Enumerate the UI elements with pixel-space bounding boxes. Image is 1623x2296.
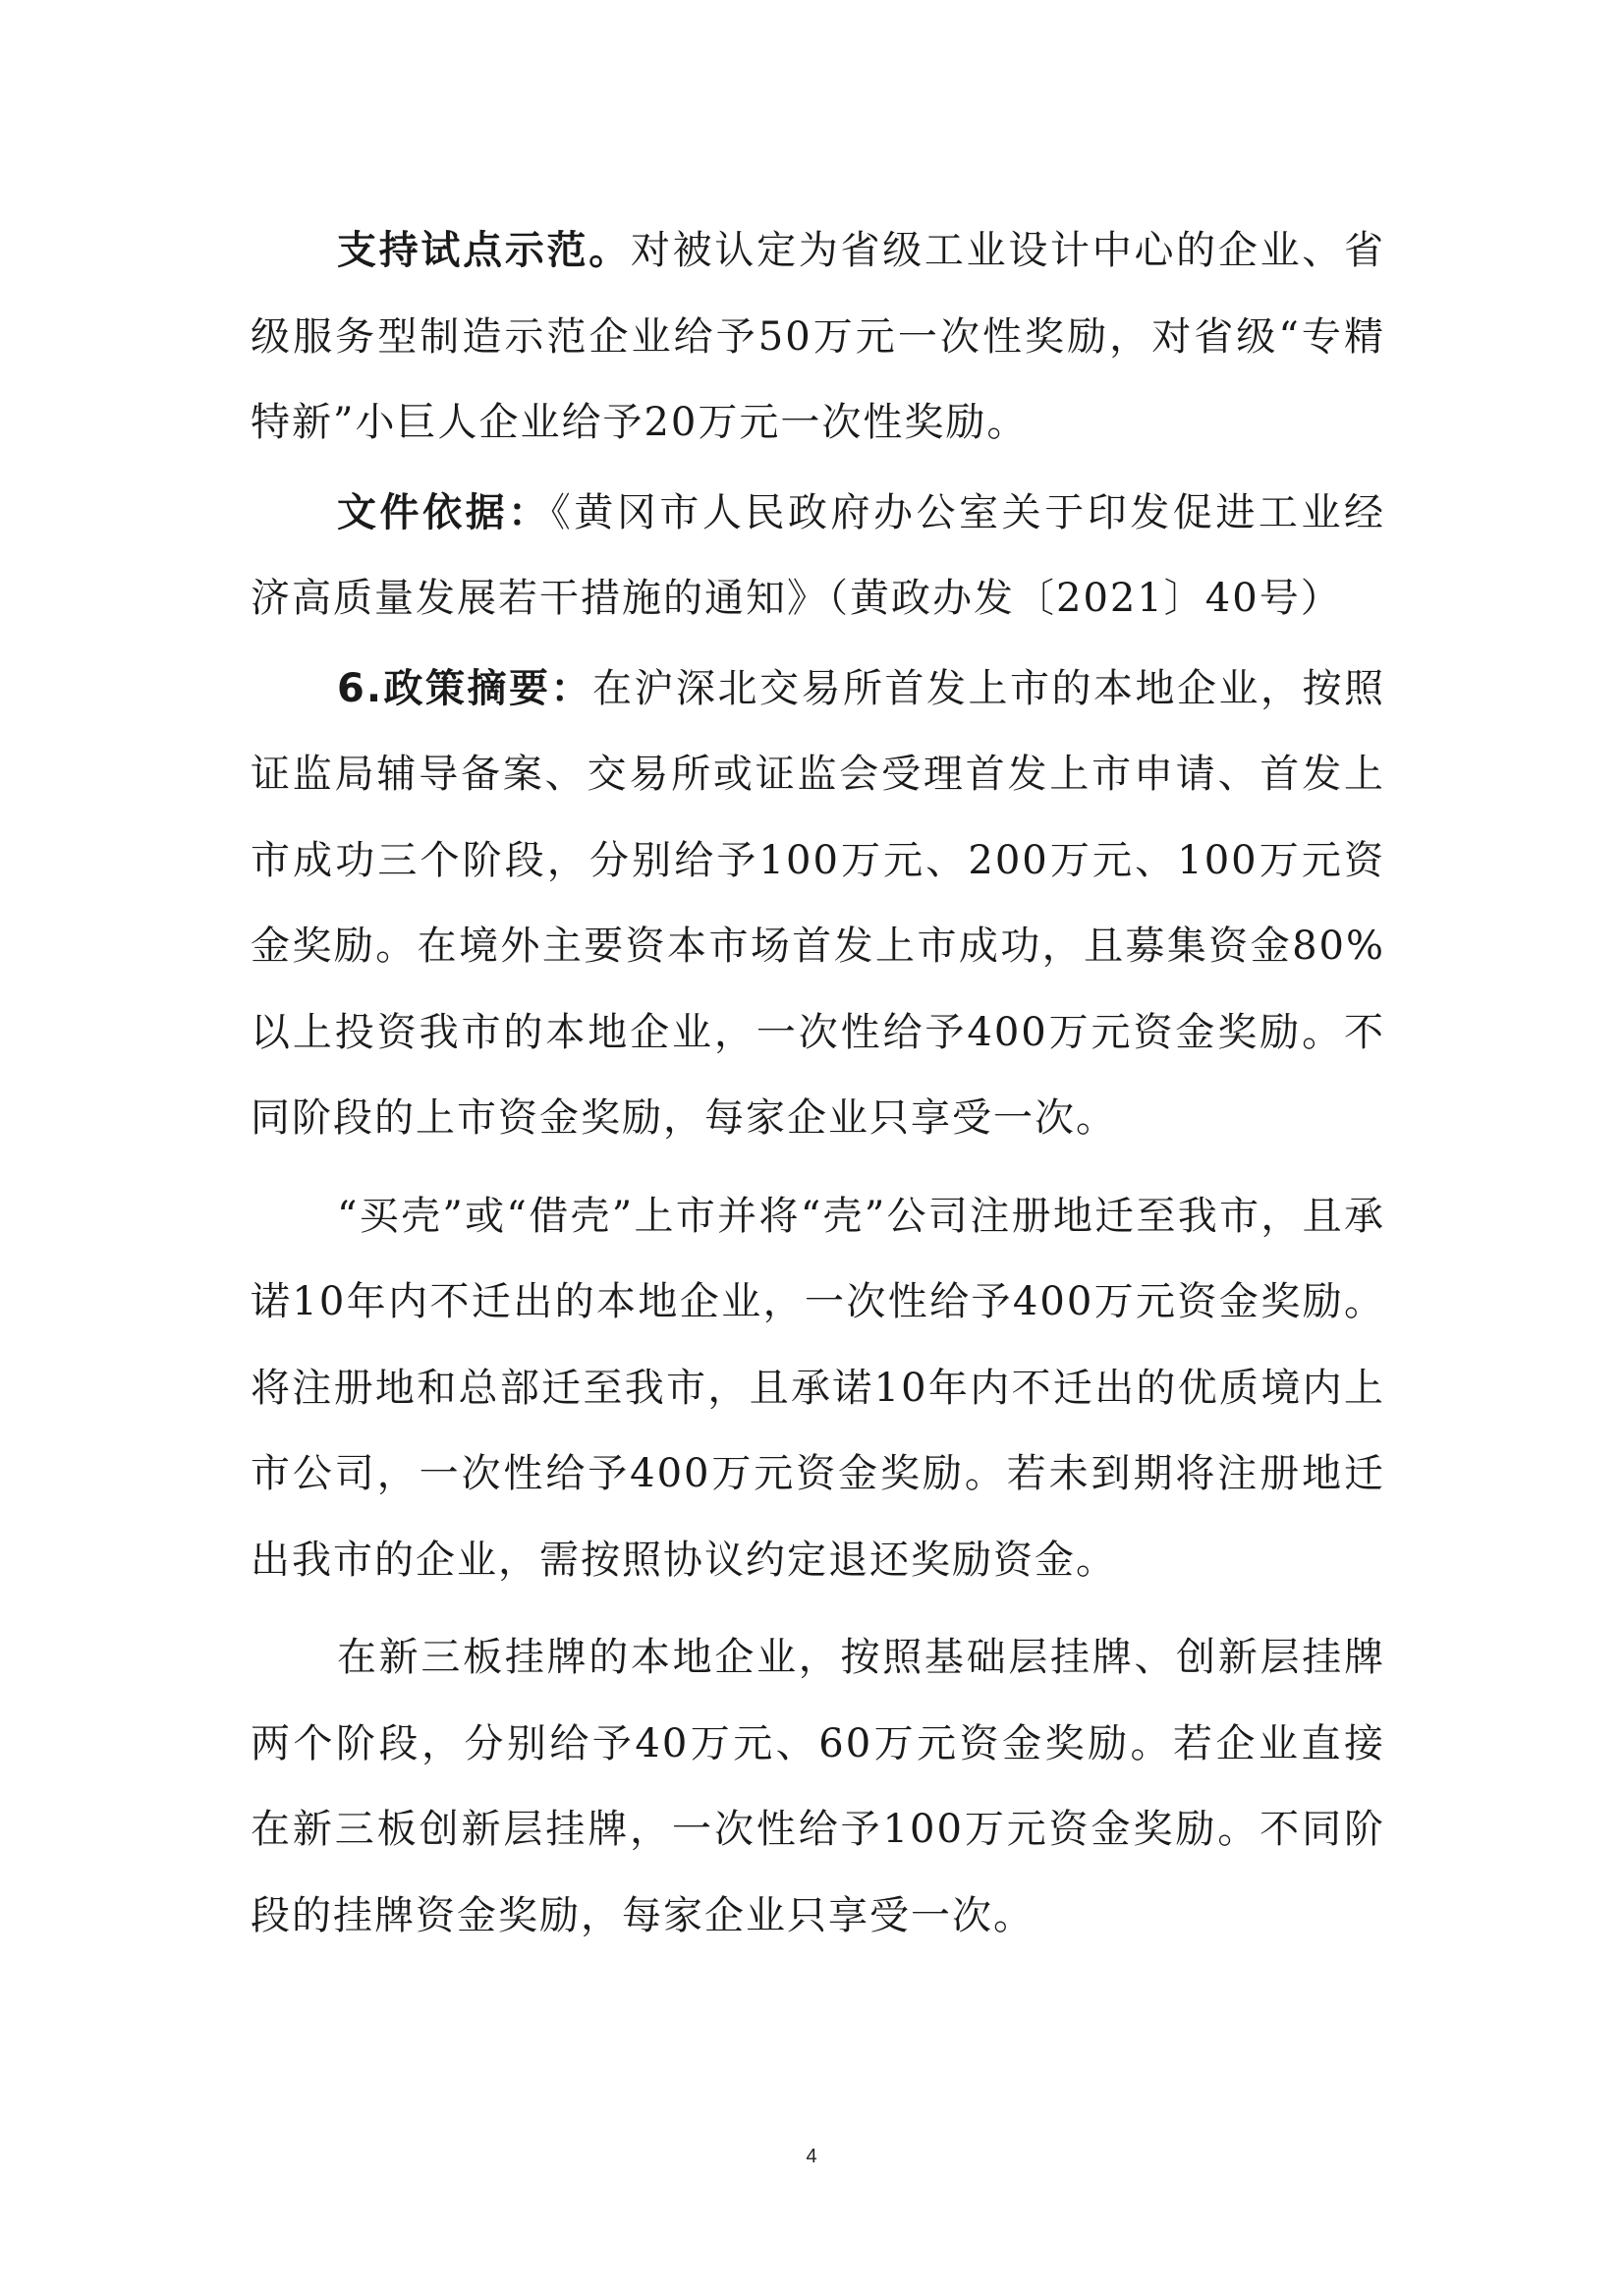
paragraph-heading: 支持试点示范。 [337,228,631,273]
paragraph-text: 对被认定为省级工业设计中心的企业、省级服务型制造示范企业给予50万元一次性奖励，对省级“专精特新”小巨人企业给予20万元一次性奖励。 [251,228,1386,445]
paragraph-new-third-board [251,1615,1385,1959]
paragraph-heading: 文件依据： [337,489,551,535]
paragraph-text: 《黄冈市人民政府办公室关于印发促进工业经济高质量发展若干措施的通知》（黄政办发〔2021〕40号） [251,489,1386,621]
paragraph-document-basis [251,471,1385,643]
document-body [251,208,1385,1959]
paragraph-text: 在沪深北交易所首发上市的本地企业，按照证监局辅导备案、交易所或证监会受理首发上市申请、首发上市成功三个阶段，分别给予100万元、200万元、100万元资金奖励。在境外主要资本市场首发上市成功，且募集资金80%以上投资我市的本地企业，一次性给予400万元资金奖励。不同阶段的上市资金奖励，每家企业只享受一次。 [251,665,1386,1141]
paragraph-text: 在新三板挂牌的本地企业，按照基础层挂牌、创新层挂牌两个阶段，分别给予40万元、60万元资金奖励。若企业直接在新三板创新层挂牌，一次性给予100万元资金奖励。不同阶段的挂牌资金奖励，每家企业只享受一次。 [251,1635,1385,1938]
paragraph-pilot-demonstration [251,208,1385,467]
page-number: 4 [806,2146,817,2167]
paragraph-heading: 6.政策摘要： [337,665,593,711]
paragraph-shell-listing [251,1174,1385,1604]
paragraph-text: “买壳”或“借壳”上市并将“壳”公司注册地迁至我市，且承诺10年内不迁出的本地企业，一次性给予400万元资金奖励。将注册地和总部迁至我市，且承诺10年内不迁出的优质境内上市公司，一次性给予400万元资金奖励。若未到期将注册地迁出我市的企业，需按照协议约定退还奖励资金。 [251,1193,1385,1583]
paragraph-policy-summary [251,646,1385,1162]
